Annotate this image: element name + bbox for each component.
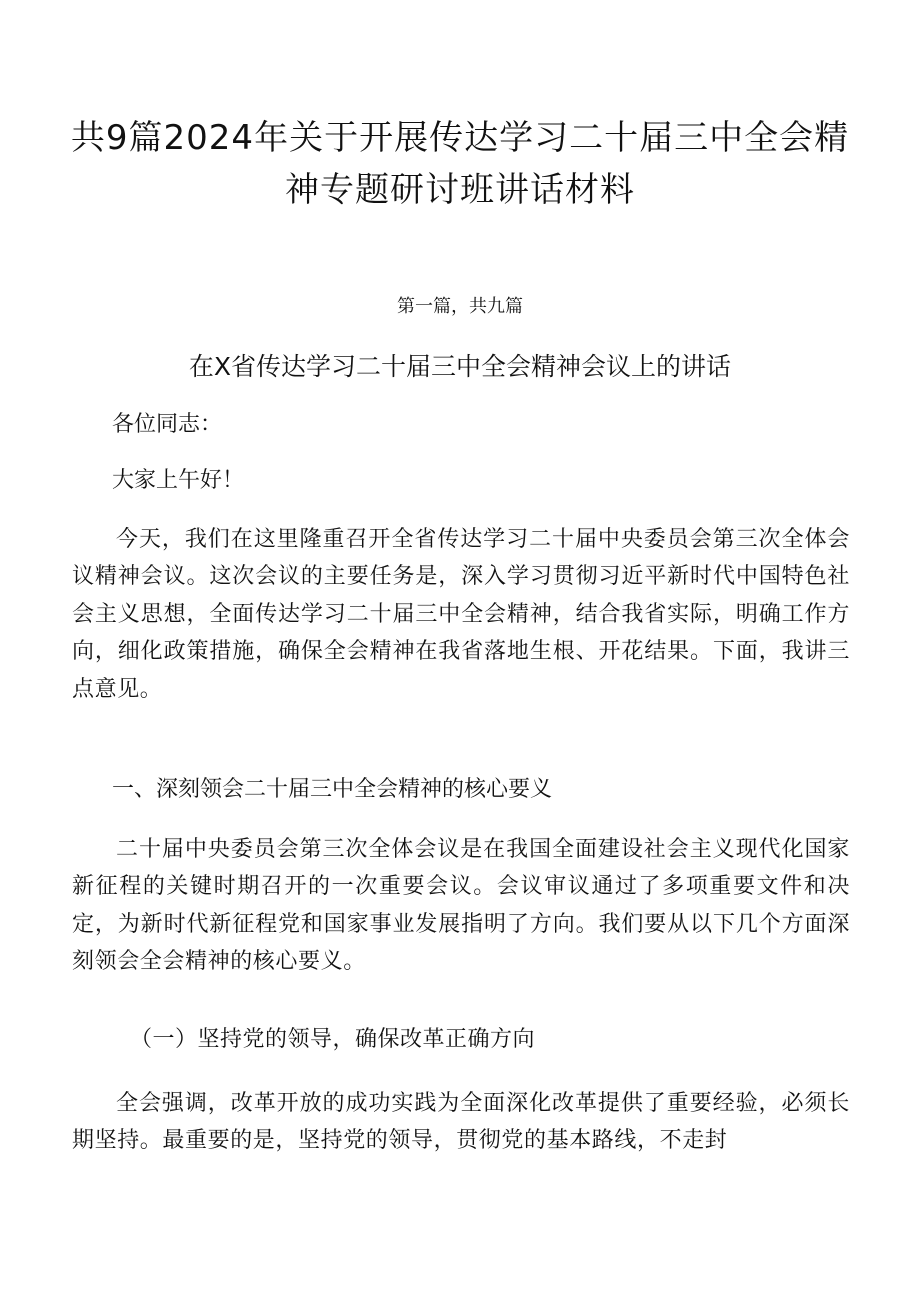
section-paragraph: 二十届中央委员会第三次全体会议是在我国全面建设社会主义现代化国家新征程的关键时期召开的一次重要会议。会议审议通过了多项重要文件和决定，为新时代新征程党和国家事业发展指明了方向。我们要从以下几个方面深刻领会全会精神的核心要义。 [72, 837, 850, 975]
subsection-heading: （一）坚持党的领导，确保改革正确方向 [130, 1027, 536, 1052]
salutation: 各位同志： [112, 412, 223, 437]
part-label: 第一篇，共九篇 [397, 296, 523, 317]
greeting: 大家上午好！ [112, 468, 245, 493]
section-heading: 一、深刻领会二十届三中全会精神的核心要义 [112, 777, 553, 802]
subsection-paragraph: 全会强调，改革开放的成功实践为全面深化改革提供了重要经验，必须长期坚持。最重要的是，坚持党的领导，贯彻党的基本路线，不走封 [72, 1091, 850, 1154]
document-title: 共9篇2024年关于开展传达学习二十届三中全会精神专题研讨班讲话材料 [70, 118, 850, 210]
speech-title: 在X省传达学习二十届三中全会精神会议上的讲话 [188, 352, 732, 381]
intro-paragraph: 今天，我们在这里隆重召开全省传达学习二十届中央委员会第三次全体会议精神会议。这次会议的主要任务是，深入学习贯彻习近平新时代中国特色社会主义思想，全面传达学习二十届三中全会精神，结合我省实际，明确工作方向，细化政策措施，确保全会精神在我省落地生根、开花结果。下面，我讲三点意见。 [72, 527, 850, 702]
